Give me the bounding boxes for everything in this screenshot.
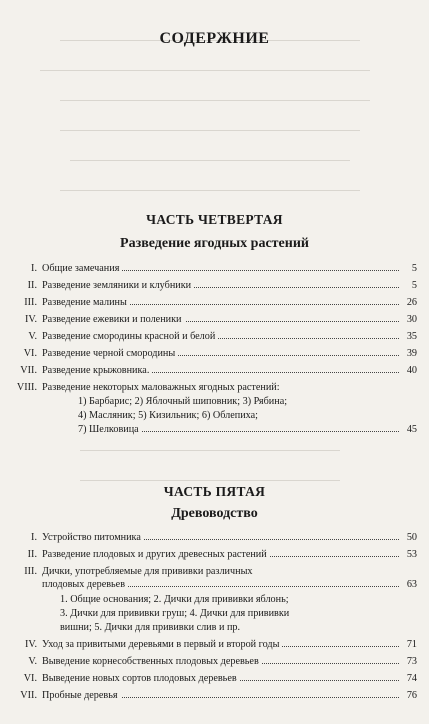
toc-entry-continuation [60, 423, 417, 436]
entry-page: 45 [404, 423, 417, 436]
entry-page: 50 [404, 531, 417, 544]
toc-entry [18, 531, 417, 544]
entry-number: V. [28, 656, 37, 667]
entry-title: Общие замечания [42, 262, 122, 275]
entry-number: V. [28, 331, 37, 342]
entry-subitems-line: вишни; 5. Дички для прививки слив и пр. [60, 622, 241, 633]
toc-entry [18, 655, 417, 668]
entry-page: 63 [404, 578, 417, 591]
entry-number: VII. [20, 690, 37, 701]
entry-title: Разведение черной смородины [42, 347, 178, 360]
entry-subitems-line: 1) Барбарис; 2) Яблочный шиповник; 3) Рябина; [78, 396, 288, 407]
entry-number: I. [31, 532, 37, 543]
entry-page: 73 [404, 655, 417, 668]
part-four-heading: ЧАСТЬ ЧЕТВЕРТАЯ [146, 212, 283, 227]
entry-title: Разведение земляники и клубники [42, 279, 194, 292]
entry-title: Дички, употребляемые для прививки различных [42, 565, 256, 578]
entry-page: 26 [404, 296, 417, 309]
toc-entry [18, 672, 417, 685]
entry-page: 5 [409, 262, 417, 275]
entry-title: Устройство питомника [42, 531, 144, 544]
entry-number: I. [31, 263, 37, 274]
entry-subitems-line: 3. Дички для прививки груш; 4. Дички для прививки [60, 608, 290, 619]
entry-page: 35 [404, 330, 417, 343]
entry-title: плодовых деревьев [42, 578, 128, 591]
entry-number: II. [27, 549, 37, 560]
entry-title: 7) Шелковица [78, 423, 142, 436]
toc-entry [18, 347, 417, 360]
entry-subitems-line: 1. Общие основания; 2. Дички для прививки яблонь; [60, 594, 289, 605]
entry-subitems-line: 4) Масляник; 5) Кизильник; 6) Облепиха; [78, 410, 258, 421]
entry-page: 76 [404, 689, 417, 702]
toc-entry [18, 262, 417, 275]
entry-page: 40 [404, 364, 417, 377]
toc-entry [18, 296, 417, 309]
entry-page: 5 [409, 279, 417, 292]
toc-entry [18, 330, 417, 343]
entry-number: III. [24, 297, 37, 308]
entry-number: III. [24, 566, 37, 577]
entry-number: VI. [23, 673, 37, 684]
entry-page: 53 [404, 548, 417, 561]
toc-entry [18, 565, 417, 578]
entry-title: Выведение корнесобственных плодовых деревьев [42, 655, 262, 668]
entry-number: VII. [20, 365, 37, 376]
entry-page: 74 [404, 672, 417, 685]
entry-title: Разведение смородины красной и белой [42, 330, 218, 343]
entry-page: 71 [404, 638, 417, 651]
toc-entry [18, 689, 417, 702]
entry-title: Разведение некоторых маловажных ягодных растений: [42, 381, 283, 394]
entry-number: VIII. [16, 382, 37, 393]
part-five-heading: ЧАСТЬ ПЯТАЯ [163, 484, 266, 499]
entry-title: Пробные деревья [42, 689, 121, 702]
entry-number: VI. [23, 348, 37, 359]
toc-entry [18, 364, 417, 377]
toc-entry [18, 638, 417, 651]
toc-entry-continuation [18, 578, 417, 591]
entry-title: Уход за привитыми деревьями в первый и второй годы [42, 638, 282, 651]
entry-title: Разведение ежевики и поленики [42, 313, 185, 326]
toc-entry [18, 548, 417, 561]
toc-entry [18, 313, 417, 326]
entry-title: Разведение плодовых и других древесных растений [42, 548, 270, 561]
page-title: СОДЕРЖНИЕ [159, 30, 270, 47]
part-five-subheading: Древоводство [171, 506, 258, 521]
toc-entry [18, 381, 417, 394]
entry-page: 30 [404, 313, 417, 326]
entry-title: Разведение крыжовника. [42, 364, 152, 377]
entry-number: II. [27, 280, 37, 291]
entry-number: IV. [25, 639, 37, 650]
entry-number: IV. [25, 314, 37, 325]
entry-page: 39 [404, 347, 417, 360]
entry-title: Выведение новых сортов плодовых деревьев [42, 672, 240, 685]
toc-entry [18, 279, 417, 292]
entry-title: Разведение малины [42, 296, 130, 309]
part-four-subheading: Разведение ягодных растений [120, 236, 309, 251]
